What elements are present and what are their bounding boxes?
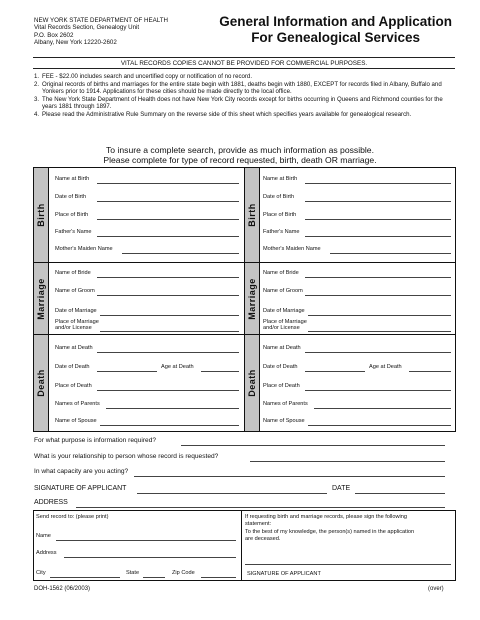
field-label: Name of Groom bbox=[263, 288, 303, 294]
marriage-note-line: statement: bbox=[245, 521, 272, 527]
death-label: Death bbox=[36, 369, 46, 397]
agency-line: P.O. Box 2602 bbox=[34, 31, 74, 39]
field-label: Date of Birth bbox=[263, 194, 295, 200]
city-input[interactable] bbox=[50, 577, 120, 578]
field-label: Date of Marriage bbox=[55, 308, 97, 314]
name-of-bride-input[interactable] bbox=[97, 277, 239, 278]
field-label: Place of Death bbox=[263, 383, 300, 389]
capacity-input[interactable] bbox=[134, 476, 445, 477]
address-label: ADDRESS bbox=[34, 499, 68, 506]
name-at-death-input[interactable] bbox=[305, 352, 451, 353]
date-input[interactable] bbox=[355, 493, 445, 494]
mailing-box bbox=[33, 510, 456, 581]
field-label: Age at Death bbox=[161, 364, 194, 370]
deceased-signature-label: SIGNATURE OF APPLICANT bbox=[247, 571, 321, 577]
agency-line: Vital Records Section, Genealogy Unit bbox=[34, 24, 140, 32]
place-of-marriage-input[interactable] bbox=[308, 331, 451, 332]
field-label: Place of Marriage bbox=[263, 319, 307, 325]
age-at-death-input[interactable] bbox=[201, 371, 239, 372]
rule-item bbox=[34, 81, 458, 96]
field-label: Date of Marriage bbox=[263, 308, 305, 314]
applicant-signature-input[interactable] bbox=[137, 493, 327, 494]
death-band bbox=[245, 335, 260, 431]
field-label: and/or License bbox=[263, 325, 300, 331]
name-at-birth-input[interactable] bbox=[305, 183, 451, 184]
city-label: City bbox=[36, 570, 46, 576]
mail-address-input[interactable] bbox=[64, 557, 236, 558]
zip-label: Zip Code bbox=[172, 570, 195, 576]
name-label: Name bbox=[36, 533, 51, 539]
field-label: Date of Death bbox=[55, 364, 90, 370]
field-label: Names of Parents bbox=[55, 401, 100, 407]
field-label: Name of Bride bbox=[55, 270, 91, 276]
marriage-label: Marriage bbox=[36, 277, 46, 320]
field-label: Age at Death bbox=[369, 364, 402, 370]
field-label: Mother's Maiden Name bbox=[263, 246, 321, 252]
agency-line: Albany, New York 12220-2602 bbox=[34, 38, 117, 46]
state-input[interactable] bbox=[143, 577, 165, 578]
field-label: and/or License bbox=[55, 325, 92, 331]
capacity-question: In what capacity are you acting? bbox=[34, 468, 129, 475]
birth-band bbox=[34, 168, 49, 262]
place-of-birth-input[interactable] bbox=[305, 219, 451, 220]
rule-item bbox=[34, 111, 458, 119]
rule-text: Please read the Administrative Rule Summary on the reverse side of this sheet which specifies years available for genealogical research. bbox=[42, 110, 412, 118]
mothers-maiden-name-input[interactable] bbox=[330, 253, 451, 254]
place-of-marriage-input[interactable] bbox=[100, 331, 239, 332]
age-at-death-input[interactable] bbox=[409, 371, 451, 372]
over-note: (over) bbox=[428, 586, 444, 592]
marriage-label: Marriage bbox=[247, 277, 257, 320]
name-at-death-input[interactable] bbox=[97, 352, 239, 353]
marriage-band bbox=[34, 263, 49, 334]
fathers-name-input[interactable] bbox=[305, 236, 451, 237]
date-of-marriage-input[interactable] bbox=[100, 315, 239, 316]
field-label: Name at Birth bbox=[263, 176, 298, 182]
intro-line-2: Please complete for type of record requested, birth, death OR marriage. bbox=[103, 155, 377, 165]
name-of-groom-input[interactable] bbox=[97, 295, 239, 296]
field-label: Name at Death bbox=[55, 345, 93, 351]
marriage-note-line: To the best of my knowledge, the person(s) named in the application bbox=[245, 529, 415, 535]
box-divider bbox=[241, 511, 242, 580]
field-label: Mother's Maiden Name bbox=[55, 246, 113, 252]
field-label: Date of Death bbox=[263, 364, 298, 370]
field-label: Place of Birth bbox=[55, 212, 89, 218]
field-label: Place of Death bbox=[55, 383, 92, 389]
name-of-spouse-input[interactable] bbox=[100, 425, 239, 426]
marriage-band bbox=[245, 263, 260, 334]
form-id: DOH-1562 (06/2003) bbox=[34, 586, 91, 592]
applicant-signature-label: SIGNATURE OF APPLICANT bbox=[34, 485, 127, 492]
mail-name-input[interactable] bbox=[56, 540, 236, 541]
field-label: Father's Name bbox=[263, 229, 300, 235]
field-label: Name of Bride bbox=[263, 270, 299, 276]
name-at-birth-input[interactable] bbox=[97, 183, 239, 184]
form-title bbox=[219, 14, 452, 46]
rule-text: The New York State Department of Health does not have New York City records except for births occurring in Queens and Richmond counties for the years 1881 through 1897. bbox=[42, 95, 443, 110]
rule-number: 1. bbox=[34, 73, 40, 80]
zip-input[interactable] bbox=[201, 577, 236, 578]
mail-address-label: Address bbox=[36, 550, 57, 556]
send-to-label: Send record to: (please print) bbox=[36, 514, 109, 520]
birth-band bbox=[245, 168, 260, 262]
relationship-question: What is your relationship to person whose record is requested? bbox=[34, 453, 219, 460]
relationship-input[interactable] bbox=[250, 461, 445, 462]
rule-text: Original records of births and marriages for the entire state begin with 1881, deaths begin with 1880, EXCEPT for records filed in Albany, Buffalo and Yonkers prior to 1914. Applications for these cities should be made directly to the local office. bbox=[42, 80, 442, 95]
name-of-bride-input[interactable] bbox=[305, 277, 451, 278]
marriage-note-line: If requesting birth and marriage records, please sign the following bbox=[245, 514, 407, 520]
rule-number: 4. bbox=[34, 110, 40, 118]
date-of-marriage-input[interactable] bbox=[308, 315, 451, 316]
record-request-grid bbox=[33, 167, 456, 432]
state-label: State bbox=[126, 570, 140, 576]
purpose-question: For what purpose is information required? bbox=[34, 437, 157, 444]
rules-list bbox=[34, 73, 458, 118]
agency-line: NEW YORK STATE DEPARTMENT OF HEALTH bbox=[34, 17, 168, 24]
rule-text: FEE - $22.00 includes search and uncertified copy or notification of no record. bbox=[42, 73, 253, 80]
names-of-parents-input[interactable] bbox=[314, 408, 451, 409]
field-label: Name at Death bbox=[263, 345, 301, 351]
field-label: Name of Spouse bbox=[263, 418, 305, 424]
date-label: DATE bbox=[332, 485, 351, 492]
field-label: Name at Birth bbox=[55, 176, 90, 182]
marriage-note-line: are deceased. bbox=[245, 536, 281, 542]
mothers-maiden-name-input[interactable] bbox=[122, 253, 239, 254]
rule-number: 2. bbox=[34, 80, 40, 88]
commercial-notice: VITAL RECORDS COPIES CANNOT BE PROVIDED FOR COMMERCIAL PURPOSES. bbox=[33, 57, 455, 69]
name-of-spouse-input[interactable] bbox=[308, 425, 451, 426]
rule-item bbox=[34, 73, 458, 81]
rule-number: 3. bbox=[34, 95, 40, 103]
rule-item bbox=[34, 96, 458, 111]
address-input[interactable] bbox=[76, 507, 445, 508]
agency-address bbox=[34, 17, 168, 46]
field-label: Place of Marriage bbox=[55, 319, 99, 325]
field-label: Name of Spouse bbox=[55, 418, 97, 424]
field-label: Place of Birth bbox=[263, 212, 297, 218]
field-label: Father's Name bbox=[55, 229, 92, 235]
birth-label: Birth bbox=[247, 203, 257, 227]
date-of-birth-input[interactable] bbox=[305, 201, 451, 202]
date-of-death-input[interactable] bbox=[97, 371, 157, 372]
deceased-signature-input[interactable] bbox=[245, 564, 451, 565]
death-band bbox=[34, 335, 49, 431]
place-of-death-input[interactable] bbox=[97, 390, 239, 391]
death-label: Death bbox=[247, 369, 257, 397]
field-label: Name of Groom bbox=[55, 288, 95, 294]
names-of-parents-input[interactable] bbox=[106, 408, 239, 409]
date-of-death-input[interactable] bbox=[305, 371, 365, 372]
birth-label: Birth bbox=[36, 203, 46, 227]
purpose-input[interactable] bbox=[181, 445, 445, 446]
place-of-birth-input[interactable] bbox=[97, 219, 239, 220]
field-label: Date of Birth bbox=[55, 194, 87, 200]
fathers-name-input[interactable] bbox=[97, 236, 239, 237]
title-line-2: For Genealogical Services bbox=[251, 30, 421, 45]
place-of-death-input[interactable] bbox=[305, 390, 451, 391]
field-label: Names of Parents bbox=[263, 401, 308, 407]
name-of-groom-input[interactable] bbox=[305, 295, 451, 296]
date-of-birth-input[interactable] bbox=[97, 201, 239, 202]
title-line-1: General Information and Application bbox=[219, 14, 452, 29]
intro-line-1: To insure a complete search, provide as much information as possible. bbox=[106, 145, 374, 155]
